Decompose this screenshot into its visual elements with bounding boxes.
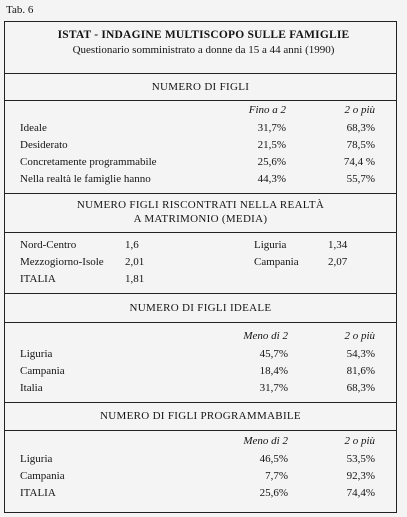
row-label: Campania	[20, 470, 65, 482]
row-value-a: 45,7%	[259, 348, 288, 360]
row-label: Nella realtà le famiglie hanno	[20, 173, 151, 185]
row-label: ITALIA	[20, 487, 56, 499]
divider	[4, 322, 397, 323]
region-value: 1,6	[125, 239, 139, 251]
divider	[4, 402, 397, 403]
row-value-b: 53,5%	[346, 453, 375, 465]
row-value-b: 74,4 %	[343, 156, 375, 168]
divider	[4, 193, 397, 194]
table-title: ISTAT - INDAGINE MULTISCOPO SULLE FAMIGLIE	[57, 29, 350, 41]
region-value: 1,34	[328, 239, 348, 251]
row-value-b: 54,3%	[346, 348, 375, 360]
region-value: 2,07	[328, 256, 348, 268]
row-value-a: 25,6%	[259, 487, 288, 499]
row-value-a: 7,7%	[265, 470, 288, 482]
row-value-a: 44,3%	[257, 173, 286, 185]
row-value-a: 25,6%	[257, 156, 286, 168]
row-value-b: 68,3%	[346, 382, 375, 394]
section-heading-figli-riscontrati-line2: A MATRIMONIO (MEDIA)	[133, 213, 268, 225]
row-value-b: 92,3%	[346, 470, 375, 482]
row-value-a: 31,7%	[259, 382, 288, 394]
region-value: 1,81	[125, 273, 145, 285]
divider	[4, 293, 397, 294]
row-value-b: 74,4%	[346, 487, 375, 499]
section-heading-figli-riscontrati: NUMERO FIGLI RISCONTRATI NELLA REALTÀ	[76, 199, 325, 211]
row-value-b: 68,3%	[346, 122, 375, 134]
row-value-b: 78,5%	[346, 139, 375, 151]
divider	[4, 100, 397, 101]
row-value-a: 46,5%	[259, 453, 288, 465]
row-value-a: 21,5%	[257, 139, 286, 151]
table-label: Tab. 6	[6, 4, 34, 16]
region-label: Campania	[254, 256, 299, 268]
region-label: Nord-Centro	[20, 239, 77, 251]
region-label: Mezzogiorno-Isole	[20, 256, 104, 268]
column-header-2-o-piu: 2 o più	[344, 330, 375, 342]
row-label: Concretamente programmabile	[20, 156, 157, 168]
divider	[4, 73, 397, 74]
row-value-a: 31,7%	[257, 122, 286, 134]
row-label: Desiderato	[20, 139, 68, 151]
divider	[4, 232, 397, 233]
row-value-b: 55,7%	[346, 173, 375, 185]
row-value-b: 81,6%	[346, 365, 375, 377]
column-header-meno-di-2: Meno di 2	[243, 330, 288, 342]
column-header-meno-di-2: Meno di 2	[243, 435, 288, 447]
region-label: Liguria	[254, 239, 287, 251]
row-label: Campania	[20, 365, 65, 377]
row-label: Liguria	[20, 453, 53, 465]
divider	[4, 430, 397, 431]
column-header-fino-a-2: Fino a 2	[248, 104, 286, 116]
column-header-2-o-piu: 2 o più	[344, 104, 375, 116]
region-value: 2,01	[125, 256, 145, 268]
section-heading-figli-programmabile: NUMERO DI FIGLI PROGRAMMABILE	[100, 410, 301, 422]
row-label: Italia	[20, 382, 43, 394]
section-heading-figli-ideale: NUMERO DI FIGLI IDEALE	[129, 302, 272, 314]
row-label: Liguria	[20, 348, 53, 360]
row-label: Ideale	[20, 122, 47, 134]
row-value-a: 18,4%	[259, 365, 288, 377]
region-label: ITALIA	[20, 273, 56, 285]
section-heading-numero-figli: NUMERO DI FIGLI	[151, 81, 250, 93]
table-subtitle: Questionario somministrato a donne da 15 a 44 anni (1990)	[72, 44, 335, 56]
column-header-2-o-piu: 2 o più	[344, 435, 375, 447]
